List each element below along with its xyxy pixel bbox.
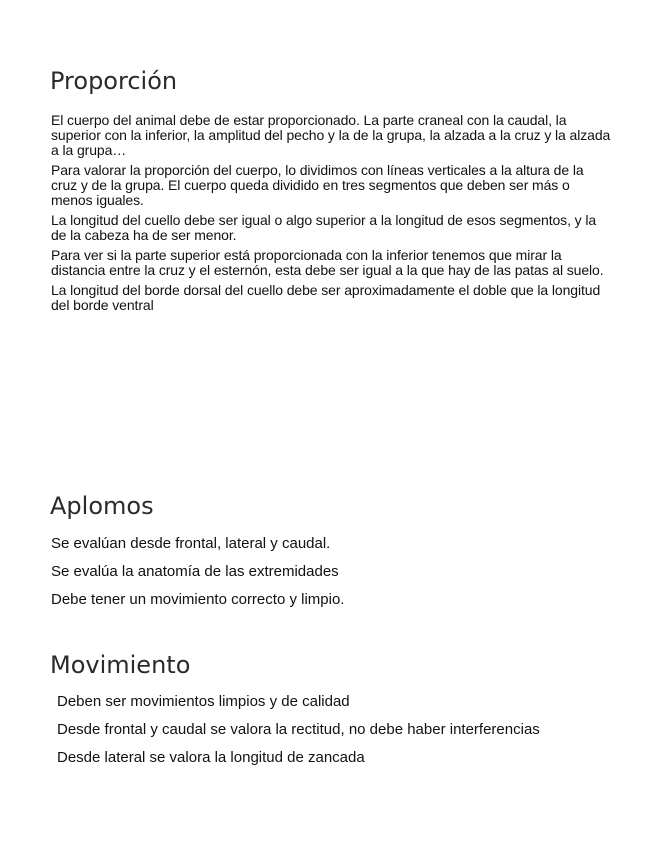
section-title-aplomos: Aplomos <box>50 492 154 520</box>
aplomos-item: Se evalúan desde frontal, lateral y caudal. <box>51 535 331 552</box>
section-title-movimiento: Movimiento <box>50 651 191 679</box>
proporcion-paragraph: Para valorar la proporción del cuerpo, lo dividimos con líneas verticales a la altura de la cruz y de la grupa. El cuerpo queda dividido en tres segmentos que deben ser más o menos iguales. <box>51 162 584 208</box>
proporcion-paragraph: La longitud del borde dorsal del cuello debe ser aproximadamente el doble que la longitud del borde ventral <box>51 282 601 313</box>
proporcion-paragraph: La longitud del cuello debe ser igual o algo superior a la longitud de esos segmentos, y la de la cabeza ha de ser menor. <box>51 212 597 243</box>
section-title-proporcion: Proporción <box>50 67 178 95</box>
movimiento-item-list <box>57 688 540 772</box>
proporcion-paragraph-list <box>51 113 611 318</box>
movimiento-item: Desde lateral se valora la longitud de zancada <box>57 749 365 766</box>
aplomos-item: Debe tener un movimiento correcto y limpio. <box>51 591 345 608</box>
proporcion-paragraph: Para ver si la parte superior está proporcionada con la inferior tenemos que mirar la distancia entre la cruz y el esternón, esta debe ser igual a la que hay de las patas al suelo. <box>51 247 604 278</box>
movimiento-item: Desde frontal y caudal se valora la rectitud, no debe haber interferencias <box>57 721 540 738</box>
proporcion-paragraph: El cuerpo del animal debe de estar proporcionado. La parte craneal con la caudal, la superior con la inferior, la amplitud del pecho y la de la grupa, la alzada a la cruz y la alzada a la grupa… <box>51 112 611 158</box>
aplomos-item: Se evalúa la anatomía de las extremidades <box>51 563 339 580</box>
movimiento-item: Deben ser movimientos limpios y de calidad <box>57 693 350 710</box>
aplomos-item-list <box>51 530 344 614</box>
